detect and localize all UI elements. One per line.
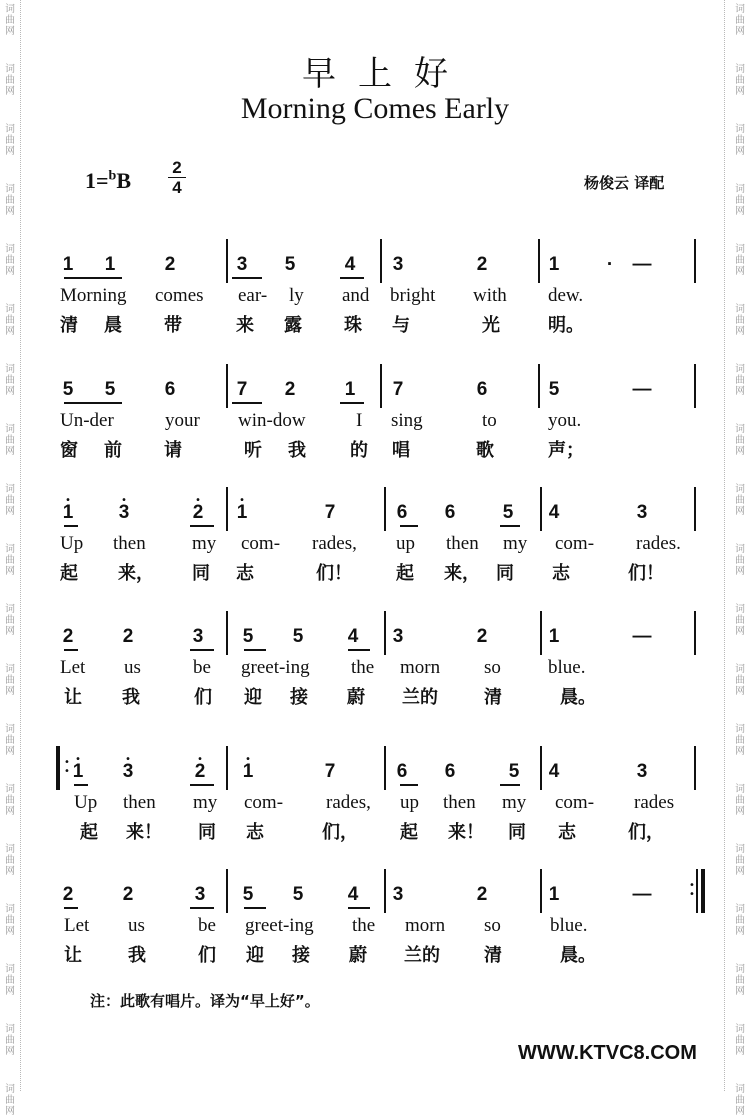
lyric-chinese: 们: [194, 687, 212, 708]
watermark-stamp: 词 曲 网: [735, 244, 745, 277]
lyric-english: us: [124, 657, 141, 678]
lyric-chinese: 唱: [392, 440, 410, 461]
note: 5: [548, 379, 560, 400]
beam-line: [232, 277, 262, 279]
note: —: [632, 884, 652, 905]
watermark-stamp: 词 曲 网: [5, 544, 15, 577]
note: 4: [347, 626, 359, 647]
lyric-english: I: [356, 410, 363, 431]
bar-line: [384, 487, 386, 531]
note: • 1: [64, 762, 92, 782]
lyric-chinese: 晨。: [560, 687, 596, 708]
lyric-english: with: [473, 285, 507, 306]
watermark-stamp: 词 曲 网: [735, 1024, 745, 1057]
repeat-end-thick-bar: [701, 869, 705, 913]
lyric-chinese: 让: [64, 945, 82, 966]
lyric-english: and: [342, 285, 370, 306]
watermark-stamp: 词 曲 网: [735, 964, 745, 997]
bar-line: [540, 746, 542, 790]
lyric-chinese: 前: [104, 440, 122, 461]
bar-line: [694, 746, 696, 790]
title-english: Morning Comes Early: [240, 92, 510, 125]
lyric-english: so: [484, 915, 501, 936]
lyric-english: comes: [155, 285, 204, 306]
title-chinese: 早上好: [302, 54, 470, 94]
lyric-chinese: 兰的: [402, 687, 438, 708]
lyric-english: Up: [74, 792, 98, 813]
note: 2: [476, 884, 488, 905]
lyric-english: you.: [548, 410, 582, 431]
lyric-chinese: 来，: [444, 563, 480, 584]
note: 3: [636, 502, 648, 523]
lyric-english: bright: [390, 285, 436, 306]
watermark-stamp: 词 曲 网: [735, 664, 745, 697]
note: 7: [236, 379, 248, 400]
repeat-dots: • •: [689, 880, 695, 900]
lyric-chinese: 迎: [244, 687, 262, 708]
beam-line: [74, 784, 88, 786]
lyric-chinese: 同: [198, 822, 216, 843]
watermark-stamp: 词 曲 网: [5, 904, 15, 937]
lyric-chinese: 兰的: [404, 945, 440, 966]
lyric-english: up: [400, 792, 419, 813]
lyric-chinese: 接: [290, 687, 308, 708]
lyric-english: com-: [241, 533, 281, 554]
lyric-english: com-: [555, 533, 595, 554]
lyric-chinese: 来！: [448, 822, 484, 843]
bar-line: [538, 364, 540, 408]
note: 2: [476, 626, 488, 647]
note: 3: [192, 626, 204, 647]
lyric-chinese: 听: [244, 440, 262, 461]
note: 1: [104, 254, 116, 275]
beam-line: [190, 649, 214, 651]
beam-line: [400, 784, 418, 786]
note: 2: [122, 884, 134, 905]
lyric-english: win-dow: [238, 410, 306, 431]
beam-line: [64, 402, 122, 404]
lyric-chinese: 露: [284, 315, 302, 336]
bar-line: [540, 869, 542, 913]
lyric-english: to: [482, 410, 497, 431]
watermark-stamp: 词 曲 网: [5, 484, 15, 517]
note: • 3: [110, 503, 138, 523]
lyric-english: Morning: [60, 285, 127, 306]
key-flat: b: [108, 168, 117, 184]
beam-line: [244, 649, 266, 651]
bar-line: [694, 239, 696, 283]
watermark-stamp: 词 曲 网: [735, 604, 745, 637]
meter-bottom: 4: [168, 177, 186, 197]
lyric-chinese: 光: [482, 315, 500, 336]
note: 5: [508, 761, 520, 782]
watermark-stamp: 词 曲 网: [735, 64, 745, 97]
note: 2: [122, 626, 134, 647]
note: 1: [62, 254, 74, 275]
watermark-stamp: 词 曲 网: [735, 904, 745, 937]
lyric-english: com-: [555, 792, 595, 813]
lyric-chinese: 起: [80, 822, 98, 843]
lyric-chinese: 同: [192, 563, 210, 584]
note: 2: [62, 626, 74, 647]
bar-line: [384, 611, 386, 655]
beam-line: [400, 525, 418, 527]
lyric-chinese: 让: [64, 687, 82, 708]
key-prefix: 1=: [85, 168, 109, 193]
watermark-stamp: 词 曲 网: [5, 184, 15, 217]
note: 1: [548, 254, 560, 275]
lyric-english: ly: [289, 285, 304, 306]
lyric-english: so: [484, 657, 501, 678]
note: —: [632, 254, 652, 275]
lyric-english: rades,: [326, 792, 371, 813]
lyric-english: then: [123, 792, 156, 813]
beam-line: [64, 277, 122, 279]
footnote: 注：此歌有唱片。译为“早上好”。: [90, 992, 320, 1010]
lyric-english: Let: [64, 915, 90, 936]
lyric-chinese: 们！: [628, 563, 664, 584]
note: 4: [347, 884, 359, 905]
note: ·: [606, 254, 614, 275]
note: —: [632, 379, 652, 400]
lyric-chinese: 同: [508, 822, 526, 843]
lyric-english: be: [198, 915, 216, 936]
watermark-stamp: 词 曲 网: [735, 544, 745, 577]
watermark-stamp: 词 曲 网: [735, 124, 745, 157]
repeat-dots: • •: [64, 757, 70, 777]
lyric-chinese: 清: [484, 687, 502, 708]
lyric-english: ear-: [238, 285, 268, 306]
watermark-stamp: 词 曲 网: [735, 1084, 745, 1117]
watermark-stamp: 词 曲 网: [5, 844, 15, 877]
note: 5: [502, 502, 514, 523]
note: 1: [548, 884, 560, 905]
lyric-english: my: [192, 533, 217, 554]
bar-line: [694, 364, 696, 408]
bar-line: [226, 487, 228, 531]
lyric-chinese: 志: [236, 563, 254, 584]
note: • 1: [228, 503, 256, 523]
staff-row: [0, 255, 750, 375]
beam-line: [340, 277, 364, 279]
note: 3: [392, 626, 404, 647]
note: 5: [242, 884, 254, 905]
lyric-chinese: 同: [496, 563, 514, 584]
bar-line: [226, 364, 228, 408]
bar-line: [384, 869, 386, 913]
beam-line: [232, 402, 262, 404]
note: 7: [324, 502, 336, 523]
beam-line: [500, 525, 520, 527]
watermark-stamp: 词 曲 网: [735, 784, 745, 817]
watermark-stamp: 词 曲 网: [5, 364, 15, 397]
beam-line: [348, 649, 370, 651]
watermark-stamp: 词 曲 网: [5, 304, 15, 337]
bar-line: [226, 869, 228, 913]
repeat-start-bar: [56, 746, 60, 790]
lyric-english: my: [193, 792, 218, 813]
bar-line: [384, 746, 386, 790]
note: 5: [292, 884, 304, 905]
lyric-chinese: 与: [392, 315, 410, 336]
lyric-english: com-: [244, 792, 284, 813]
watermark-stamp: 词 曲 网: [5, 964, 15, 997]
watermark-stamp: 词 曲 网: [735, 484, 745, 517]
watermark-stamp: 词 曲 网: [5, 64, 15, 97]
note: 5: [242, 626, 254, 647]
note: 6: [396, 761, 408, 782]
beam-line: [190, 907, 214, 909]
lyric-chinese: 起: [396, 563, 414, 584]
lyric-chinese: 们，: [628, 822, 664, 843]
bar-line: [694, 611, 696, 655]
beam-line: [64, 907, 78, 909]
note: 6: [396, 502, 408, 523]
note: 6: [444, 761, 456, 782]
lyric-chinese: 窗: [60, 440, 78, 461]
note: 4: [548, 502, 560, 523]
note: 2: [284, 379, 296, 400]
watermark-stamp: 词 曲 网: [5, 1024, 15, 1057]
lyric-chinese: 请: [164, 440, 182, 461]
note: 5: [62, 379, 74, 400]
note: 6: [476, 379, 488, 400]
note: 5: [292, 626, 304, 647]
note: 2: [476, 254, 488, 275]
lyric-chinese: 起: [400, 822, 418, 843]
lyric-chinese: 志: [246, 822, 264, 843]
watermark-stamp: 词 曲 网: [735, 844, 745, 877]
bar-line: [380, 364, 382, 408]
lyric-chinese: 迎: [246, 945, 264, 966]
beam-line: [244, 907, 266, 909]
note: 1: [344, 379, 356, 400]
lyric-english: blue.: [548, 657, 586, 678]
staff-row: [0, 627, 750, 747]
staff-row: [0, 503, 750, 623]
note: —: [632, 626, 652, 647]
repeat-end-bar: [696, 869, 698, 913]
lyric-english: Let: [60, 657, 86, 678]
note: 7: [392, 379, 404, 400]
lyric-english: then: [443, 792, 476, 813]
staff-row: [0, 880, 750, 1005]
lyric-english: dew.: [548, 285, 584, 306]
lyric-english: be: [193, 657, 211, 678]
watermark-stamp: 词 曲 网: [5, 1084, 15, 1117]
lyric-chinese: 晨: [104, 315, 122, 336]
watermark-stamp: 词 曲 网: [735, 304, 745, 337]
lyric-chinese: 志: [552, 563, 570, 584]
translator-credit: 杨俊云 译配: [584, 174, 665, 192]
bar-line: [226, 746, 228, 790]
watermark-stamp: 词 曲 网: [5, 664, 15, 697]
note: 1: [548, 626, 560, 647]
beam-line: [190, 525, 214, 527]
watermark-stamp: 词 曲 网: [735, 424, 745, 457]
watermark-stamp: 词 曲 网: [5, 4, 15, 37]
lyric-chinese: 来，: [118, 563, 154, 584]
lyric-english: us: [128, 915, 145, 936]
lyric-chinese: 清: [484, 945, 502, 966]
note: 6: [444, 502, 456, 523]
bar-line: [226, 611, 228, 655]
beam-line: [348, 907, 370, 909]
lyric-english: Up: [60, 533, 84, 554]
note: 2: [164, 254, 176, 275]
lyric-english: the: [352, 915, 376, 936]
note: 5: [284, 254, 296, 275]
watermark-stamp: 词 曲 网: [5, 124, 15, 157]
lyric-chinese: 蔚: [349, 945, 367, 966]
watermark-stamp: 词 曲 网: [735, 184, 745, 217]
key-signature: [85, 168, 131, 194]
lyric-chinese: 们，: [322, 822, 358, 843]
lyric-chinese: 晨。: [560, 945, 596, 966]
lyric-chinese: 歌: [476, 440, 494, 461]
staff-row: [0, 380, 750, 500]
note: • 2: [186, 762, 214, 782]
lyric-chinese: 带: [164, 315, 182, 336]
note: 3: [236, 254, 248, 275]
lyric-chinese: 们！: [316, 563, 352, 584]
lyric-chinese: 我: [288, 440, 306, 461]
note: • 1: [54, 503, 82, 523]
lyric-english: my: [502, 792, 527, 813]
lyric-chinese: 来！: [126, 822, 162, 843]
lyric-chinese: 珠: [344, 315, 362, 336]
watermark-stamp: 词 曲 网: [735, 364, 745, 397]
lyric-chinese: 接: [292, 945, 310, 966]
lyric-english: then: [113, 533, 146, 554]
watermark-stamp: 词 曲 网: [5, 244, 15, 277]
lyric-chinese: 们: [198, 945, 216, 966]
bar-line: [540, 487, 542, 531]
lyric-english: morn: [400, 657, 441, 678]
watermark-stamp: 词 曲 网: [735, 724, 745, 757]
note: 3: [392, 254, 404, 275]
bar-line: [540, 611, 542, 655]
lyric-english: then: [446, 533, 479, 554]
lyric-english: rades,: [312, 533, 357, 554]
note: 4: [344, 254, 356, 275]
lyric-chinese: 起: [60, 563, 78, 584]
lyric-english: sing: [391, 410, 423, 431]
beam-line: [64, 649, 78, 651]
note: • 2: [184, 503, 212, 523]
lyric-english: your: [165, 410, 200, 431]
lyric-english: greet-ing: [245, 915, 314, 936]
note: 7: [324, 761, 336, 782]
lyric-english: blue.: [550, 915, 588, 936]
watermark-stamp: 词 曲 网: [5, 724, 15, 757]
meter-top: 2: [172, 158, 182, 177]
watermark-stamp: 词 曲 网: [5, 604, 15, 637]
lyric-english: the: [351, 657, 375, 678]
lyric-chinese: 声；: [548, 440, 584, 461]
lyric-english: my: [503, 533, 528, 554]
lyric-english: Un-der: [60, 410, 114, 431]
watermark-stamp: 词 曲 网: [5, 784, 15, 817]
beam-line: [190, 784, 214, 786]
bar-line: [538, 239, 540, 283]
lyric-english: up: [396, 533, 415, 554]
watermark-stamp: 词 曲 网: [735, 4, 745, 37]
lyric-chinese: 明。: [548, 315, 584, 336]
bar-line: [380, 239, 382, 283]
lyric-chinese: 来: [236, 315, 254, 336]
note: 3: [636, 761, 648, 782]
time-signature: [168, 158, 186, 197]
lyric-chinese: 我: [122, 687, 140, 708]
lyric-chinese: 志: [558, 822, 576, 843]
note: 3: [194, 884, 206, 905]
lyric-chinese: 的: [350, 440, 368, 461]
lyric-english: rades.: [636, 533, 681, 554]
watermark-stamp: 词 曲 网: [5, 424, 15, 457]
lyric-english: morn: [405, 915, 446, 936]
note: • 3: [114, 762, 142, 782]
note: 6: [164, 379, 176, 400]
note: 5: [104, 379, 116, 400]
beam-line: [64, 525, 78, 527]
lyric-chinese: 清: [60, 315, 78, 336]
note: 2: [62, 884, 74, 905]
lyric-english: greet-ing: [241, 657, 310, 678]
bar-line: [226, 239, 228, 283]
note: 3: [392, 884, 404, 905]
bar-line: [694, 487, 696, 531]
lyric-chinese: 蔚: [347, 687, 365, 708]
beam-line: [500, 784, 520, 786]
beam-line: [340, 402, 364, 404]
note: 4: [548, 761, 560, 782]
key-note: B: [116, 168, 132, 193]
site-watermark: WWW.KTVC8.COM: [518, 1042, 697, 1064]
note: • 1: [234, 762, 262, 782]
staff-row: [0, 757, 750, 882]
lyric-english: rades: [634, 792, 675, 813]
lyric-chinese: 我: [128, 945, 146, 966]
